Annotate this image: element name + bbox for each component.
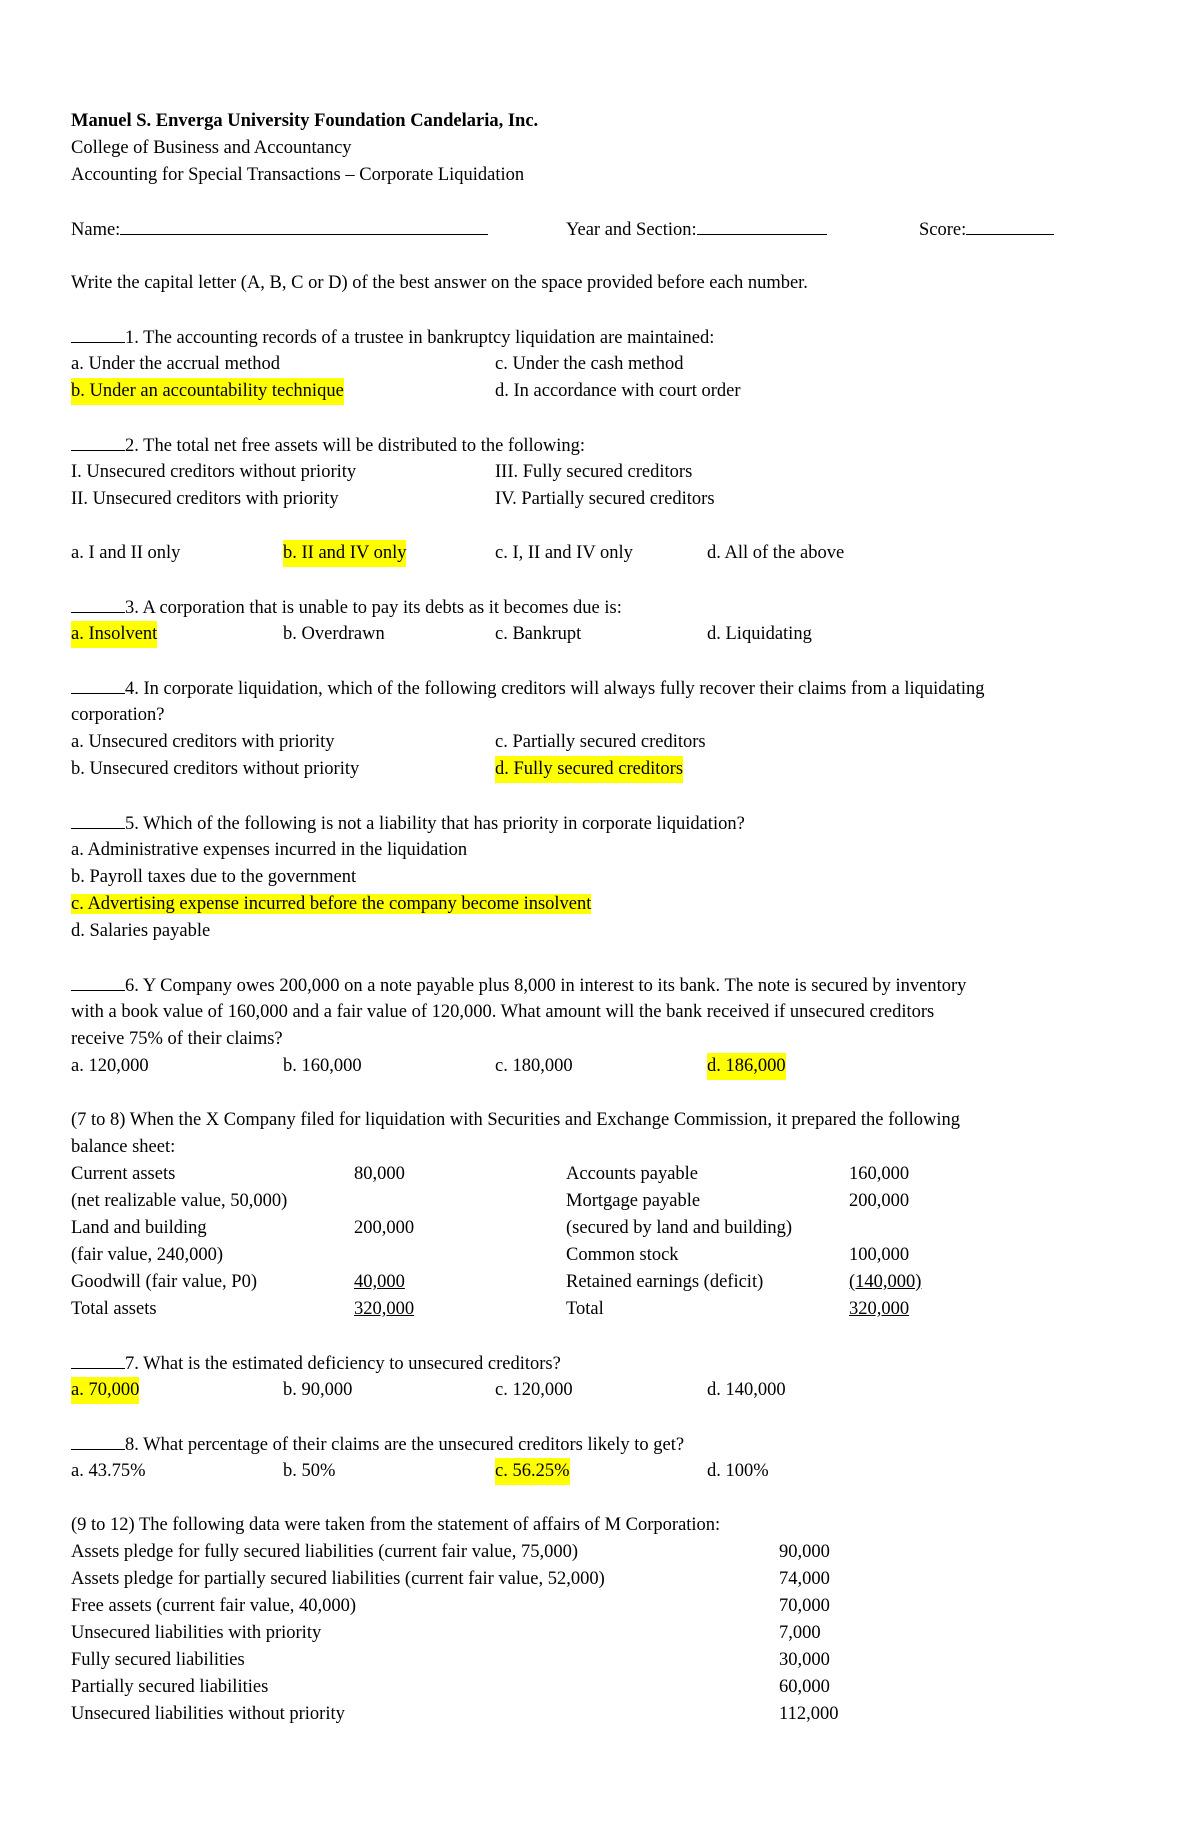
q5-option-b: b. Payroll taxes due to the government: [71, 867, 357, 887]
answer-blank-1[interactable]: [71, 324, 125, 343]
soa-value: 90,000: [779, 1542, 830, 1562]
q8-option-c-highlighted: c. 56.25%: [495, 1458, 570, 1485]
bs-cell: 320,000: [354, 1299, 415, 1319]
q6-option-d-highlighted: d. 186,000: [707, 1053, 786, 1080]
question-6-stem-cont: with a book value of 160,000 and a fair value of 120,000. What amount will the bank received if unsecured creditors: [71, 1002, 935, 1022]
score-blank[interactable]: [966, 216, 1054, 235]
bs-cell: Total: [566, 1299, 604, 1319]
college-name: College of Business and Accountancy: [71, 138, 352, 158]
q1-option-a: a. Under the accrual method: [71, 354, 281, 374]
balance-sheet-row: [71, 1269, 1131, 1296]
q2-option-a: a. I and II only: [71, 543, 181, 563]
bs-cell: Common stock: [566, 1245, 679, 1265]
question-1: [71, 324, 1131, 351]
case-7-8-intro-cont: balance sheet:: [71, 1137, 176, 1157]
q2-item-iii: III. Fully secured creditors: [495, 462, 693, 482]
soa-row: [71, 1620, 1131, 1647]
balance-sheet-row: [71, 1161, 1131, 1188]
balance-sheet-row: [71, 1242, 1131, 1269]
bs-cell: 160,000: [849, 1164, 910, 1184]
question-3-stem: 3. A corporation that is unable to pay its debts as it becomes due is:: [125, 598, 622, 618]
question-6: [71, 972, 1131, 999]
case-7-8-intro: (7 to 8) When the X Company filed for liquidation with Securities and Exchange Commission, it prepared the following: [71, 1110, 961, 1130]
soa-label: Free assets (current fair value, 40,000): [71, 1596, 357, 1616]
question-7: [71, 1350, 1131, 1377]
q7-option-c: c. 120,000: [495, 1380, 573, 1400]
bs-cell: Current assets: [71, 1164, 176, 1184]
instructions: Write the capital letter (A, B, C or D) of the best answer on the space provided before each number.: [71, 273, 808, 293]
name-field[interactable]: [71, 216, 488, 244]
bs-cell: Goodwill (fair value, P0): [71, 1272, 257, 1292]
soa-label: Assets pledge for partially secured liabilities (current fair value, 52,000): [71, 1569, 605, 1589]
q3-option-c: c. Bankrupt: [495, 624, 582, 644]
soa-value: 7,000: [779, 1623, 821, 1643]
q3-option-b: b. Overdrawn: [283, 624, 385, 644]
q2-option-b-highlighted: b. II and IV only: [283, 540, 406, 567]
balance-sheet-row: [71, 1296, 1131, 1323]
name-blank[interactable]: [120, 216, 488, 235]
course-title: Accounting for Special Transactions – Corporate Liquidation: [71, 165, 525, 185]
name-label: Name:: [71, 220, 121, 240]
bs-cell: Accounts payable: [566, 1164, 699, 1184]
bs-cell: (secured by land and building): [566, 1218, 793, 1238]
balance-sheet-row: [71, 1188, 1131, 1215]
bs-cell: Land and building: [71, 1218, 207, 1238]
question-2: [71, 432, 1131, 459]
bs-cell: Mortgage payable: [566, 1191, 701, 1211]
q5-option-d: d. Salaries payable: [71, 921, 211, 941]
q1-option-d: d. In accordance with court order: [495, 381, 741, 401]
q8-option-b: b. 50%: [283, 1461, 336, 1481]
soa-label: Partially secured liabilities: [71, 1677, 269, 1697]
q2-item-ii: II. Unsecured creditors with priority: [71, 489, 339, 509]
soa-value: 112,000: [779, 1704, 839, 1724]
question-4-stem: 4. In corporate liquidation, which of the following creditors will always fully recover their claims from a liquidating: [125, 679, 985, 699]
q1-option-c: c. Under the cash method: [495, 354, 684, 374]
bs-cell: Retained earnings (deficit): [566, 1272, 764, 1292]
bs-cell: (net realizable value, 50,000): [71, 1191, 288, 1211]
question-6-stem-cont2: receive 75% of their claims?: [71, 1029, 283, 1049]
answer-blank-8[interactable]: [71, 1431, 125, 1450]
bs-cell: 80,000: [354, 1164, 405, 1184]
question-5: [71, 810, 1131, 837]
question-3: [71, 594, 1131, 621]
q4-option-b: b. Unsecured creditors without priority: [71, 759, 360, 779]
bs-cell: 40,000: [354, 1272, 405, 1292]
statement-of-affairs: [71, 1539, 1131, 1728]
soa-value: 60,000: [779, 1677, 830, 1697]
bs-cell: Total assets: [71, 1299, 157, 1319]
bs-cell: (140,000): [849, 1272, 922, 1292]
answer-blank-3[interactable]: [71, 594, 125, 613]
answer-blank-7[interactable]: [71, 1350, 125, 1369]
soa-row: [71, 1701, 1131, 1728]
bs-cell: 200,000: [849, 1191, 910, 1211]
soa-value: 74,000: [779, 1569, 830, 1589]
soa-label: Assets pledge for fully secured liabilities (current fair value, 75,000): [71, 1542, 579, 1562]
q4-option-a: a. Unsecured creditors with priority: [71, 732, 335, 752]
question-8: [71, 1431, 1131, 1458]
q3-option-a-highlighted: a. Insolvent: [71, 621, 157, 648]
answer-blank-4[interactable]: [71, 675, 125, 694]
bs-cell: 100,000: [849, 1245, 910, 1265]
question-5-stem: 5. Which of the following is not a liability that has priority in corporate liquidation?: [125, 814, 745, 834]
bs-cell: (fair value, 240,000): [71, 1245, 224, 1265]
soa-row: [71, 1674, 1131, 1701]
answer-blank-2[interactable]: [71, 432, 125, 451]
student-fields: [71, 216, 1131, 243]
question-7-stem: 7. What is the estimated deficiency to unsecured creditors?: [125, 1354, 561, 1374]
year-section-label: Year and Section:: [566, 220, 697, 240]
question-6-stem: 6. Y Company owes 200,000 on a note payable plus 8,000 in interest to its bank. The note is secured by inventory: [125, 976, 967, 996]
question-4: [71, 675, 1131, 702]
soa-label: Unsecured liabilities with priority: [71, 1623, 322, 1643]
soa-value: 70,000: [779, 1596, 830, 1616]
exam-page: [71, 108, 1131, 1728]
soa-row: [71, 1647, 1131, 1674]
q2-option-c: c. I, II and IV only: [495, 543, 633, 563]
answer-blank-6[interactable]: [71, 972, 125, 991]
soa-label: Unsecured liabilities without priority: [71, 1704, 345, 1724]
soa-value: 30,000: [779, 1650, 830, 1670]
q7-option-a-highlighted: a. 70,000: [71, 1377, 139, 1404]
q4-option-c: c. Partially secured creditors: [495, 732, 706, 752]
q2-item-iv: IV. Partially secured creditors: [495, 489, 715, 509]
q6-option-b: b. 160,000: [283, 1056, 362, 1076]
q2-item-i: I. Unsecured creditors without priority: [71, 462, 357, 482]
soa-label: Fully secured liabilities: [71, 1650, 245, 1670]
soa-row: [71, 1539, 1131, 1566]
case-9-12-intro: (9 to 12) The following data were taken from the statement of affairs of M Corporation:: [71, 1515, 721, 1535]
q6-option-a: a. 120,000: [71, 1056, 149, 1076]
question-2-stem: 2. The total net free assets will be distributed to the following:: [125, 436, 586, 456]
question-1-stem: 1. The accounting records of a trustee in bankruptcy liquidation are maintained:: [125, 328, 715, 348]
q2-option-d: d. All of the above: [707, 543, 845, 563]
q8-option-d: d. 100%: [707, 1461, 769, 1481]
year-section-blank[interactable]: [697, 216, 827, 235]
q5-option-c-highlighted: c. Advertising expense incurred before the company become insolvent: [71, 894, 592, 914]
bs-cell: 320,000: [849, 1299, 910, 1319]
q7-option-d: d. 140,000: [707, 1380, 786, 1400]
university-name: Manuel S. Enverga University Foundation Candelaria, Inc.: [71, 111, 539, 131]
soa-row: [71, 1566, 1131, 1593]
balance-sheet-row: [71, 1215, 1131, 1242]
bs-cell: 200,000: [354, 1218, 415, 1238]
score-label: Score:: [919, 220, 967, 240]
question-8-stem: 8. What percentage of their claims are the unsecured creditors likely to get?: [125, 1435, 685, 1455]
soa-row: [71, 1593, 1131, 1620]
balance-sheet: [71, 1161, 1131, 1323]
score-field[interactable]: [919, 216, 1054, 244]
q5-option-a: a. Administrative expenses incurred in the liquidation: [71, 840, 468, 860]
q6-option-c: c. 180,000: [495, 1056, 573, 1076]
q1-option-b-highlighted: b. Under an accountability technique: [71, 378, 344, 405]
question-4-stem-cont: corporation?: [71, 705, 165, 725]
answer-blank-5[interactable]: [71, 810, 125, 829]
q8-option-a: a. 43.75%: [71, 1461, 146, 1481]
q4-option-d-highlighted: d. Fully secured creditors: [495, 756, 683, 783]
year-section-field[interactable]: [566, 216, 827, 244]
q7-option-b: b. 90,000: [283, 1380, 353, 1400]
q3-option-d: d. Liquidating: [707, 624, 812, 644]
